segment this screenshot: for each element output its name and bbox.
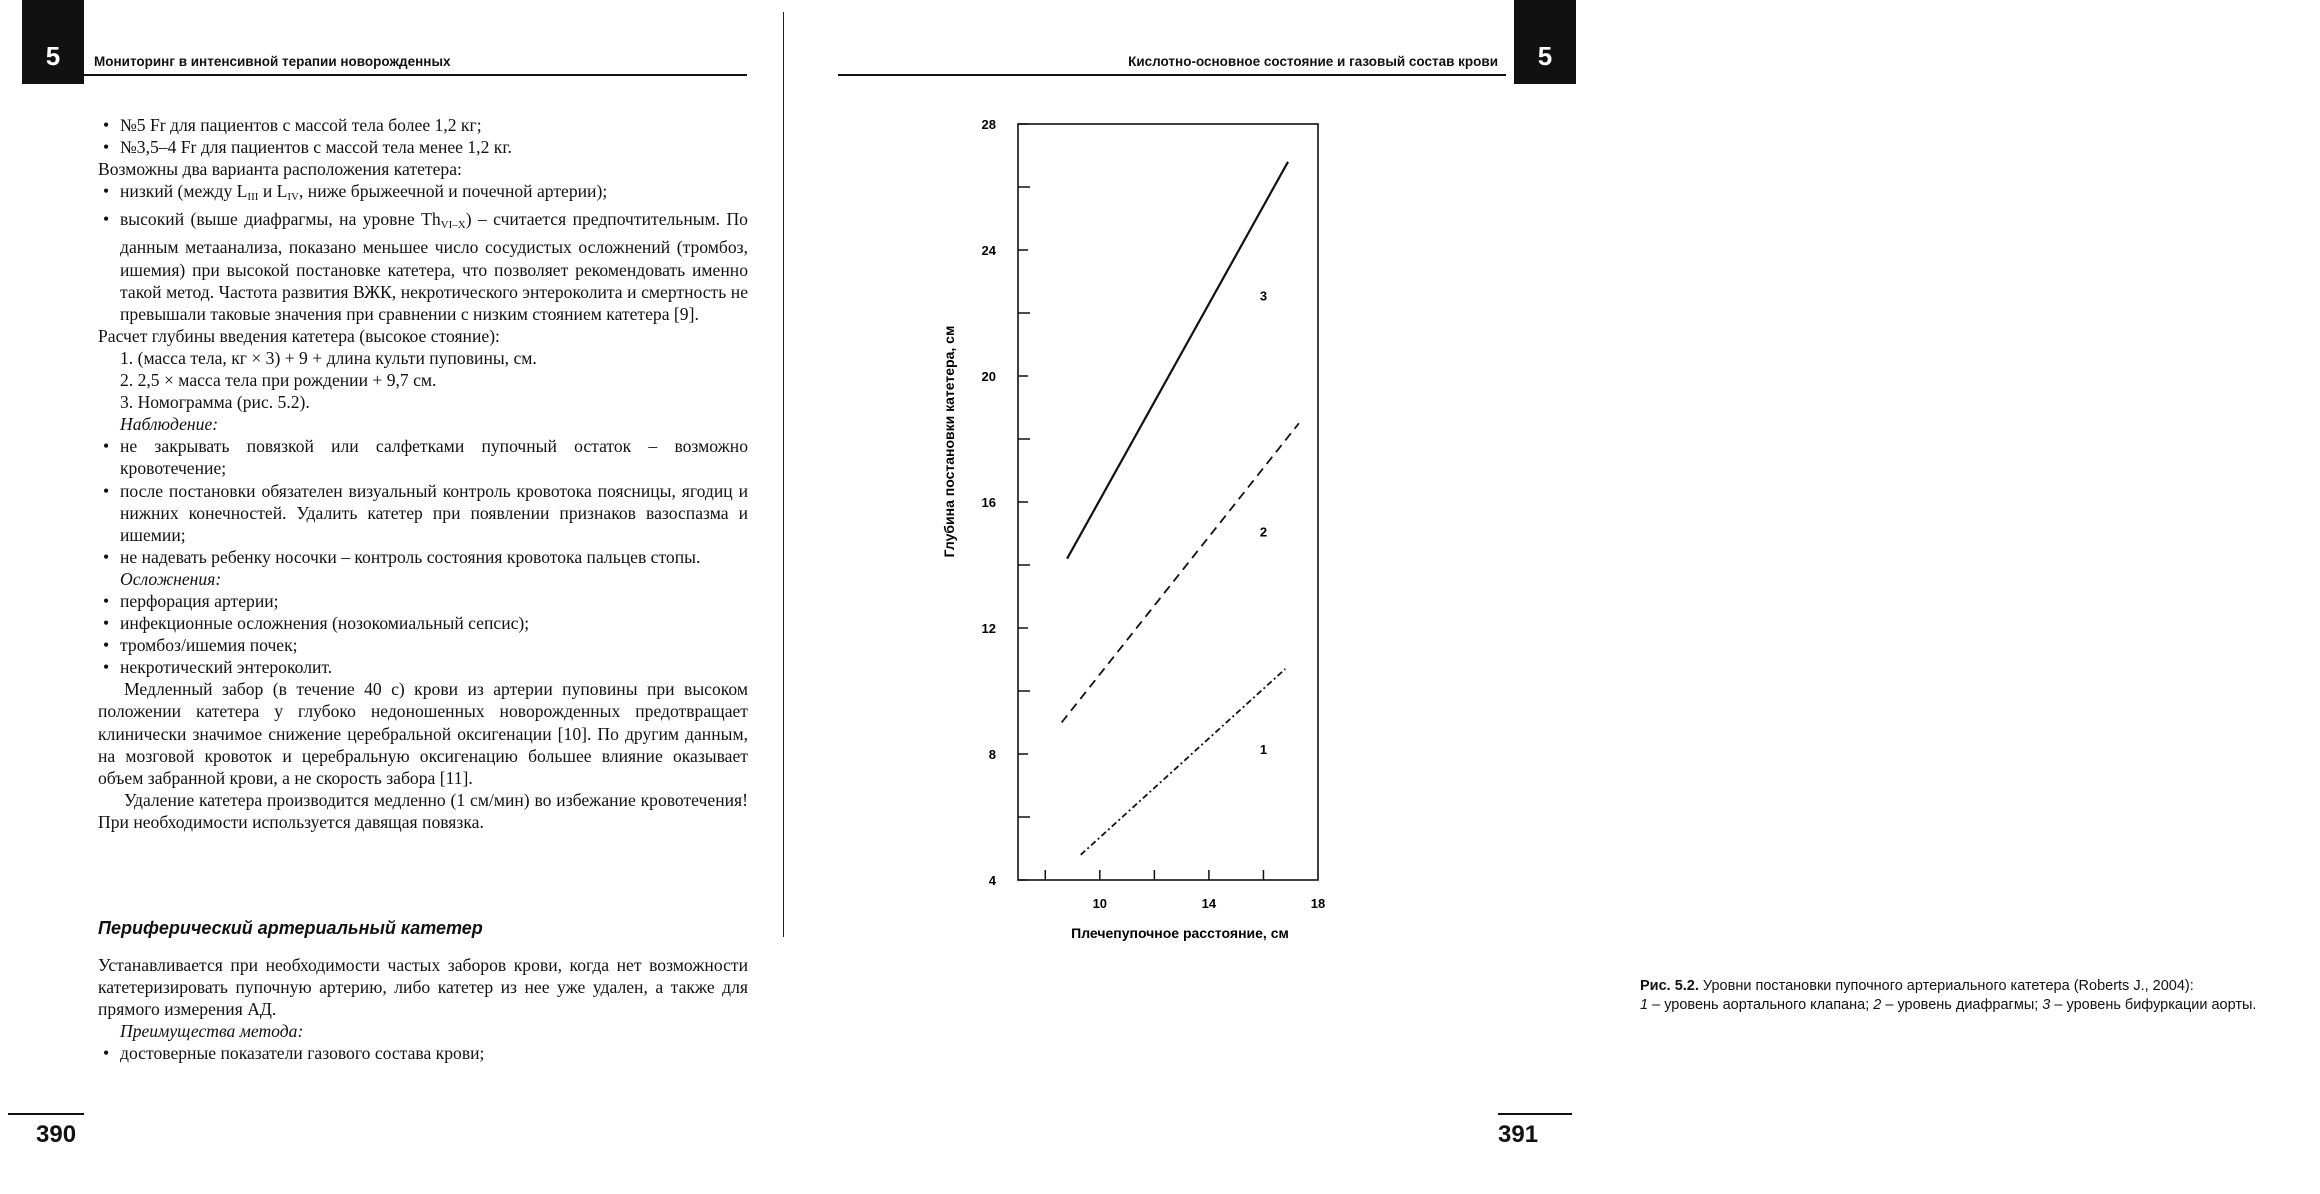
paragraph: Удаление катетера производится медленно (1 см/мин) во избежание кровотечения! При необходимости используется давящая повязка. bbox=[98, 789, 748, 832]
list-item: • инфекционные осложнения (нозокомиальный сепсис); bbox=[98, 612, 748, 634]
paragraph: Медленный забор (в течение 40 с) крови из артерии пуповины при высоком положении катетера у глубоко недоношенных новорожденных предотвращает клинически значимое снижение церебральной оксигенации [10]. По другим данным, на мозговой кровоток и церебральную оксигенацию большее влияние оказывает объем забранной крови, а не скорость забора [11]. bbox=[98, 679, 748, 788]
x-axis bbox=[1045, 870, 1325, 911]
chapter-tab: 5 bbox=[22, 0, 84, 84]
x-tick-label: 18 bbox=[1310, 896, 1326, 911]
list-item: • не надевать ребенку носочки – контроль состояния кровотока пальцев стопы. bbox=[98, 546, 748, 568]
list-item: • №5 Fr для пациентов с массой тела более 1,2 кг; bbox=[98, 114, 748, 136]
series-label-1: 1 bbox=[1259, 742, 1268, 757]
x-tick-label: 14 bbox=[1201, 896, 1217, 911]
list-item: • тромбоз/ишемия почек; bbox=[98, 634, 748, 656]
subheading: Осложнения: bbox=[120, 568, 222, 589]
subheading: Преимущества метода: bbox=[120, 1021, 304, 1042]
figure-caption: Рис. 5.2. Уровни постановки пупочного артериального катетера (Roberts J., 2004): 1 – уровень аортального клапана; 2 – уровень диафрагмы; 3 – уровень бифуркации аорты. bbox=[1640, 978, 2257, 1013]
running-header: Кислотно-основное состояние и газовый состав крови bbox=[1128, 54, 1498, 69]
series-label-2: 2 bbox=[1259, 524, 1268, 540]
subheading: Наблюдение: bbox=[120, 414, 219, 435]
series-line-2 bbox=[1062, 423, 1299, 722]
footer-rule bbox=[1498, 1113, 1572, 1115]
numbered-item: 1. (масса тела, кг × 3) + 9 + длина культи пуповины, см. bbox=[120, 347, 537, 368]
series-group bbox=[1062, 162, 1299, 855]
list-item: • высокий (выше диафрагмы, на уровне $Th_{VI-X}$) – считается предпочтительным. По данным метаанализа, показано меньшее число сосудистых осложнений (тромбоз, ишемия) при высокой постановке катетера, что позволяет рекомендовать именно такой метод. Частота развития ВЖК, некротического энтероколита и смертность не превышали таковые значения при сравнении с низким стоянием катетера [9]. bbox=[98, 208, 748, 324]
list-item: • перфорация артерии; bbox=[98, 590, 748, 612]
y-tick-label: 12 bbox=[981, 621, 996, 636]
paragraph: Устанавливается при необходимости частых заборов крови, когда нет возможности катетеризировать пупочную артерию, либо катетер из нее уже удален, а также для прямого измерения АД. bbox=[98, 955, 748, 1020]
plot-frame bbox=[1018, 124, 1318, 880]
list-item: • достоверные показатели газового состава крови; bbox=[98, 1042, 748, 1064]
running-header: Мониторинг в интенсивной терапии новорожденных bbox=[94, 54, 451, 69]
y-tick-label: 4 bbox=[988, 873, 996, 888]
right-page bbox=[790, 0, 2257, 1194]
header-rule bbox=[22, 74, 747, 76]
body-text bbox=[98, 114, 748, 833]
y-tick-label: 16 bbox=[981, 495, 996, 510]
list-item: • некротический энтероколит. bbox=[98, 656, 748, 678]
numbered-item: 2. 2,5 × масса тела при рождении + 9,7 см. bbox=[120, 370, 437, 391]
left-page bbox=[0, 0, 790, 1194]
y-tick-label: 24 bbox=[981, 243, 996, 258]
footer-rule bbox=[8, 1113, 84, 1115]
list-item: • №3,5–4 Fr для пациентов с массой тела менее 1,2 кг. bbox=[98, 136, 748, 158]
y-axis-label: Глубина постановки катетера, см bbox=[941, 325, 957, 558]
x-axis-label: Плечепупочное расстояние, см bbox=[1071, 925, 1289, 941]
list-item: • не закрывать повязкой или салфетками пупочный остаток – возможно кровотечение; bbox=[98, 435, 748, 479]
paragraph: Возможны два варианта расположения катетера: bbox=[98, 159, 462, 180]
paragraph: Расчет глубины введения катетера (высокое стояние): bbox=[98, 325, 500, 346]
y-tick-label: 20 bbox=[981, 369, 996, 384]
chapter-tab: 5 bbox=[1514, 0, 1576, 84]
x-tick-label: 10 bbox=[1092, 896, 1108, 911]
header-rule bbox=[838, 74, 1506, 76]
y-tick-label: 28 bbox=[981, 117, 996, 132]
series-line-3 bbox=[1067, 162, 1288, 559]
numbered-item: 3. Номограмма (рис. 5.2). bbox=[120, 392, 310, 413]
page-number: 391 bbox=[1498, 1121, 1539, 1148]
y-axis bbox=[982, 117, 1030, 888]
series-label-3: 3 bbox=[1259, 288, 1268, 304]
page-number: 390 bbox=[36, 1121, 77, 1148]
series-line-1 bbox=[1081, 669, 1286, 855]
caption-label: Рис. 5.2. bbox=[1640, 978, 1699, 994]
nomogram-chart bbox=[941, 108, 1388, 953]
section-body bbox=[98, 954, 748, 1064]
list-item: • после постановки обязателен визуальный контроль кровотока поясницы, ягодиц и нижних конечностей. Удалить катетер при появлении признаков вазоспазма и ишемии; bbox=[98, 480, 748, 546]
y-tick-label: 8 bbox=[988, 747, 996, 762]
list-item: • низкий (между $L_{III}$ и $L_{IV}$, ниже брыжеечной и почечной артерии); bbox=[98, 180, 748, 208]
page-gutter bbox=[783, 12, 784, 937]
section-heading: Периферический артериальный катетер bbox=[98, 918, 483, 938]
